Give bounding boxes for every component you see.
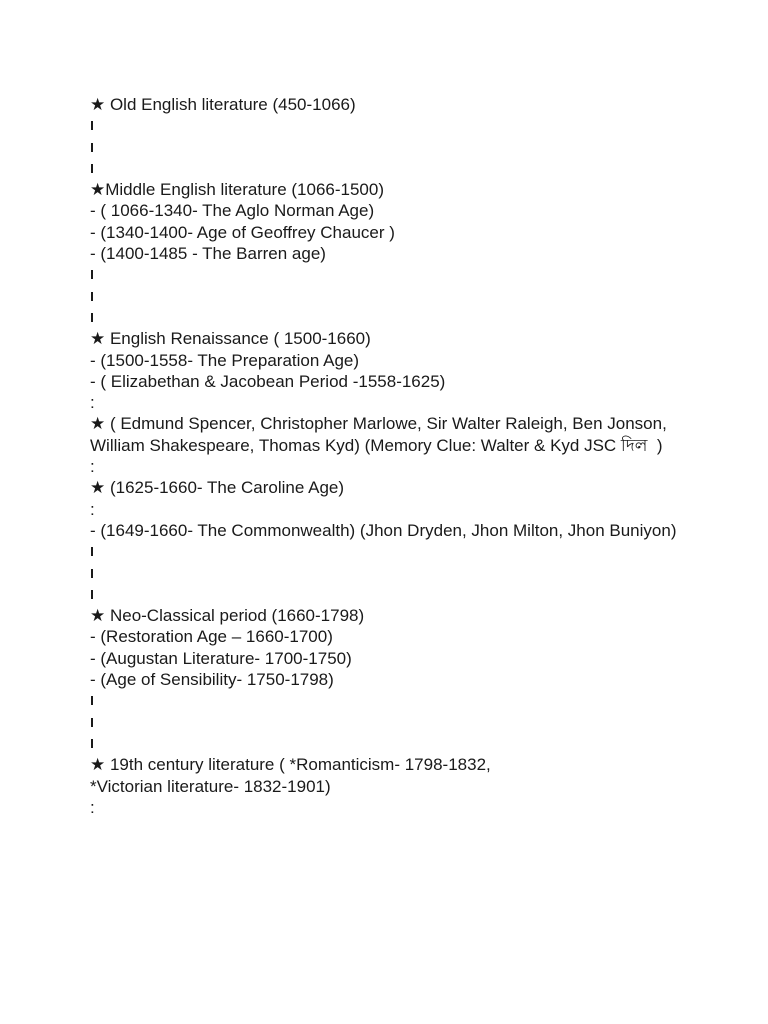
separator-mark [90, 115, 690, 136]
colon-mark: : [90, 797, 95, 817]
period-preparation-age: - (1500-1558- The Preparation Age) [90, 350, 360, 370]
renaissance-authors: ★ ( Edmund Spencer, Christopher Marlowe, Sir Walter Raleigh, Ben Jonson, William Shakespeare, Thomas Kyd) (Memory Clue: Walter & Kyd JSC দিল ) [90, 414, 672, 455]
separator-mark [90, 690, 690, 711]
period-anglo-norman: - ( 1066-1340- The Aglo Norman Age) [90, 201, 375, 221]
separator-mark [90, 307, 690, 328]
separator-mark [90, 563, 690, 584]
separator-mark [90, 286, 690, 307]
colon-mark: : [90, 457, 95, 477]
separator-mark [90, 137, 690, 158]
colon-mark: : [90, 499, 95, 519]
separator-mark [90, 712, 690, 733]
separator-mark [90, 264, 690, 285]
period-chaucer: - (1340-1400- Age of Geoffrey Chaucer ) [90, 222, 395, 242]
period-elizabethan-jacobean: - ( Elizabethan & Jacobean Period -1558-1625) [90, 371, 446, 391]
document-body [90, 94, 690, 818]
heading-neo-classical: ★ Neo-Classical period (1660-1798) [90, 606, 365, 626]
heading-19th-century: ★ 19th century literature ( *Romanticism- 1798-1832, [90, 755, 491, 775]
separator-mark [90, 541, 690, 562]
period-barren-age: - (1400-1485 - The Barren age) [90, 244, 326, 264]
period-caroline-age: ★ (1625-1660- The Caroline Age) [90, 478, 345, 498]
separator-mark [90, 733, 690, 754]
period-restoration-age: - (Restoration Age – 1660-1700) [90, 627, 333, 647]
period-augustan: - (Augustan Literature- 1700-1750) [90, 648, 352, 668]
period-commonwealth: - (1649-1660- The Commonwealth) (Jhon Dryden, Jhon Milton, Jhon Buniyon) [90, 520, 677, 540]
heading-old-english: ★ Old English literature (450-1066) [90, 95, 356, 114]
heading-renaissance: ★ English Renaissance ( 1500-1660) [90, 329, 371, 349]
heading-middle-english: ★Middle English literature (1066-1500) [90, 180, 385, 200]
separator-mark [90, 584, 690, 605]
colon-mark: : [90, 393, 95, 413]
separator-mark [90, 158, 690, 179]
period-sensibility: - (Age of Sensibility- 1750-1798) [90, 670, 334, 690]
period-victorian: *Victorian literature- 1832-1901) [90, 776, 331, 796]
